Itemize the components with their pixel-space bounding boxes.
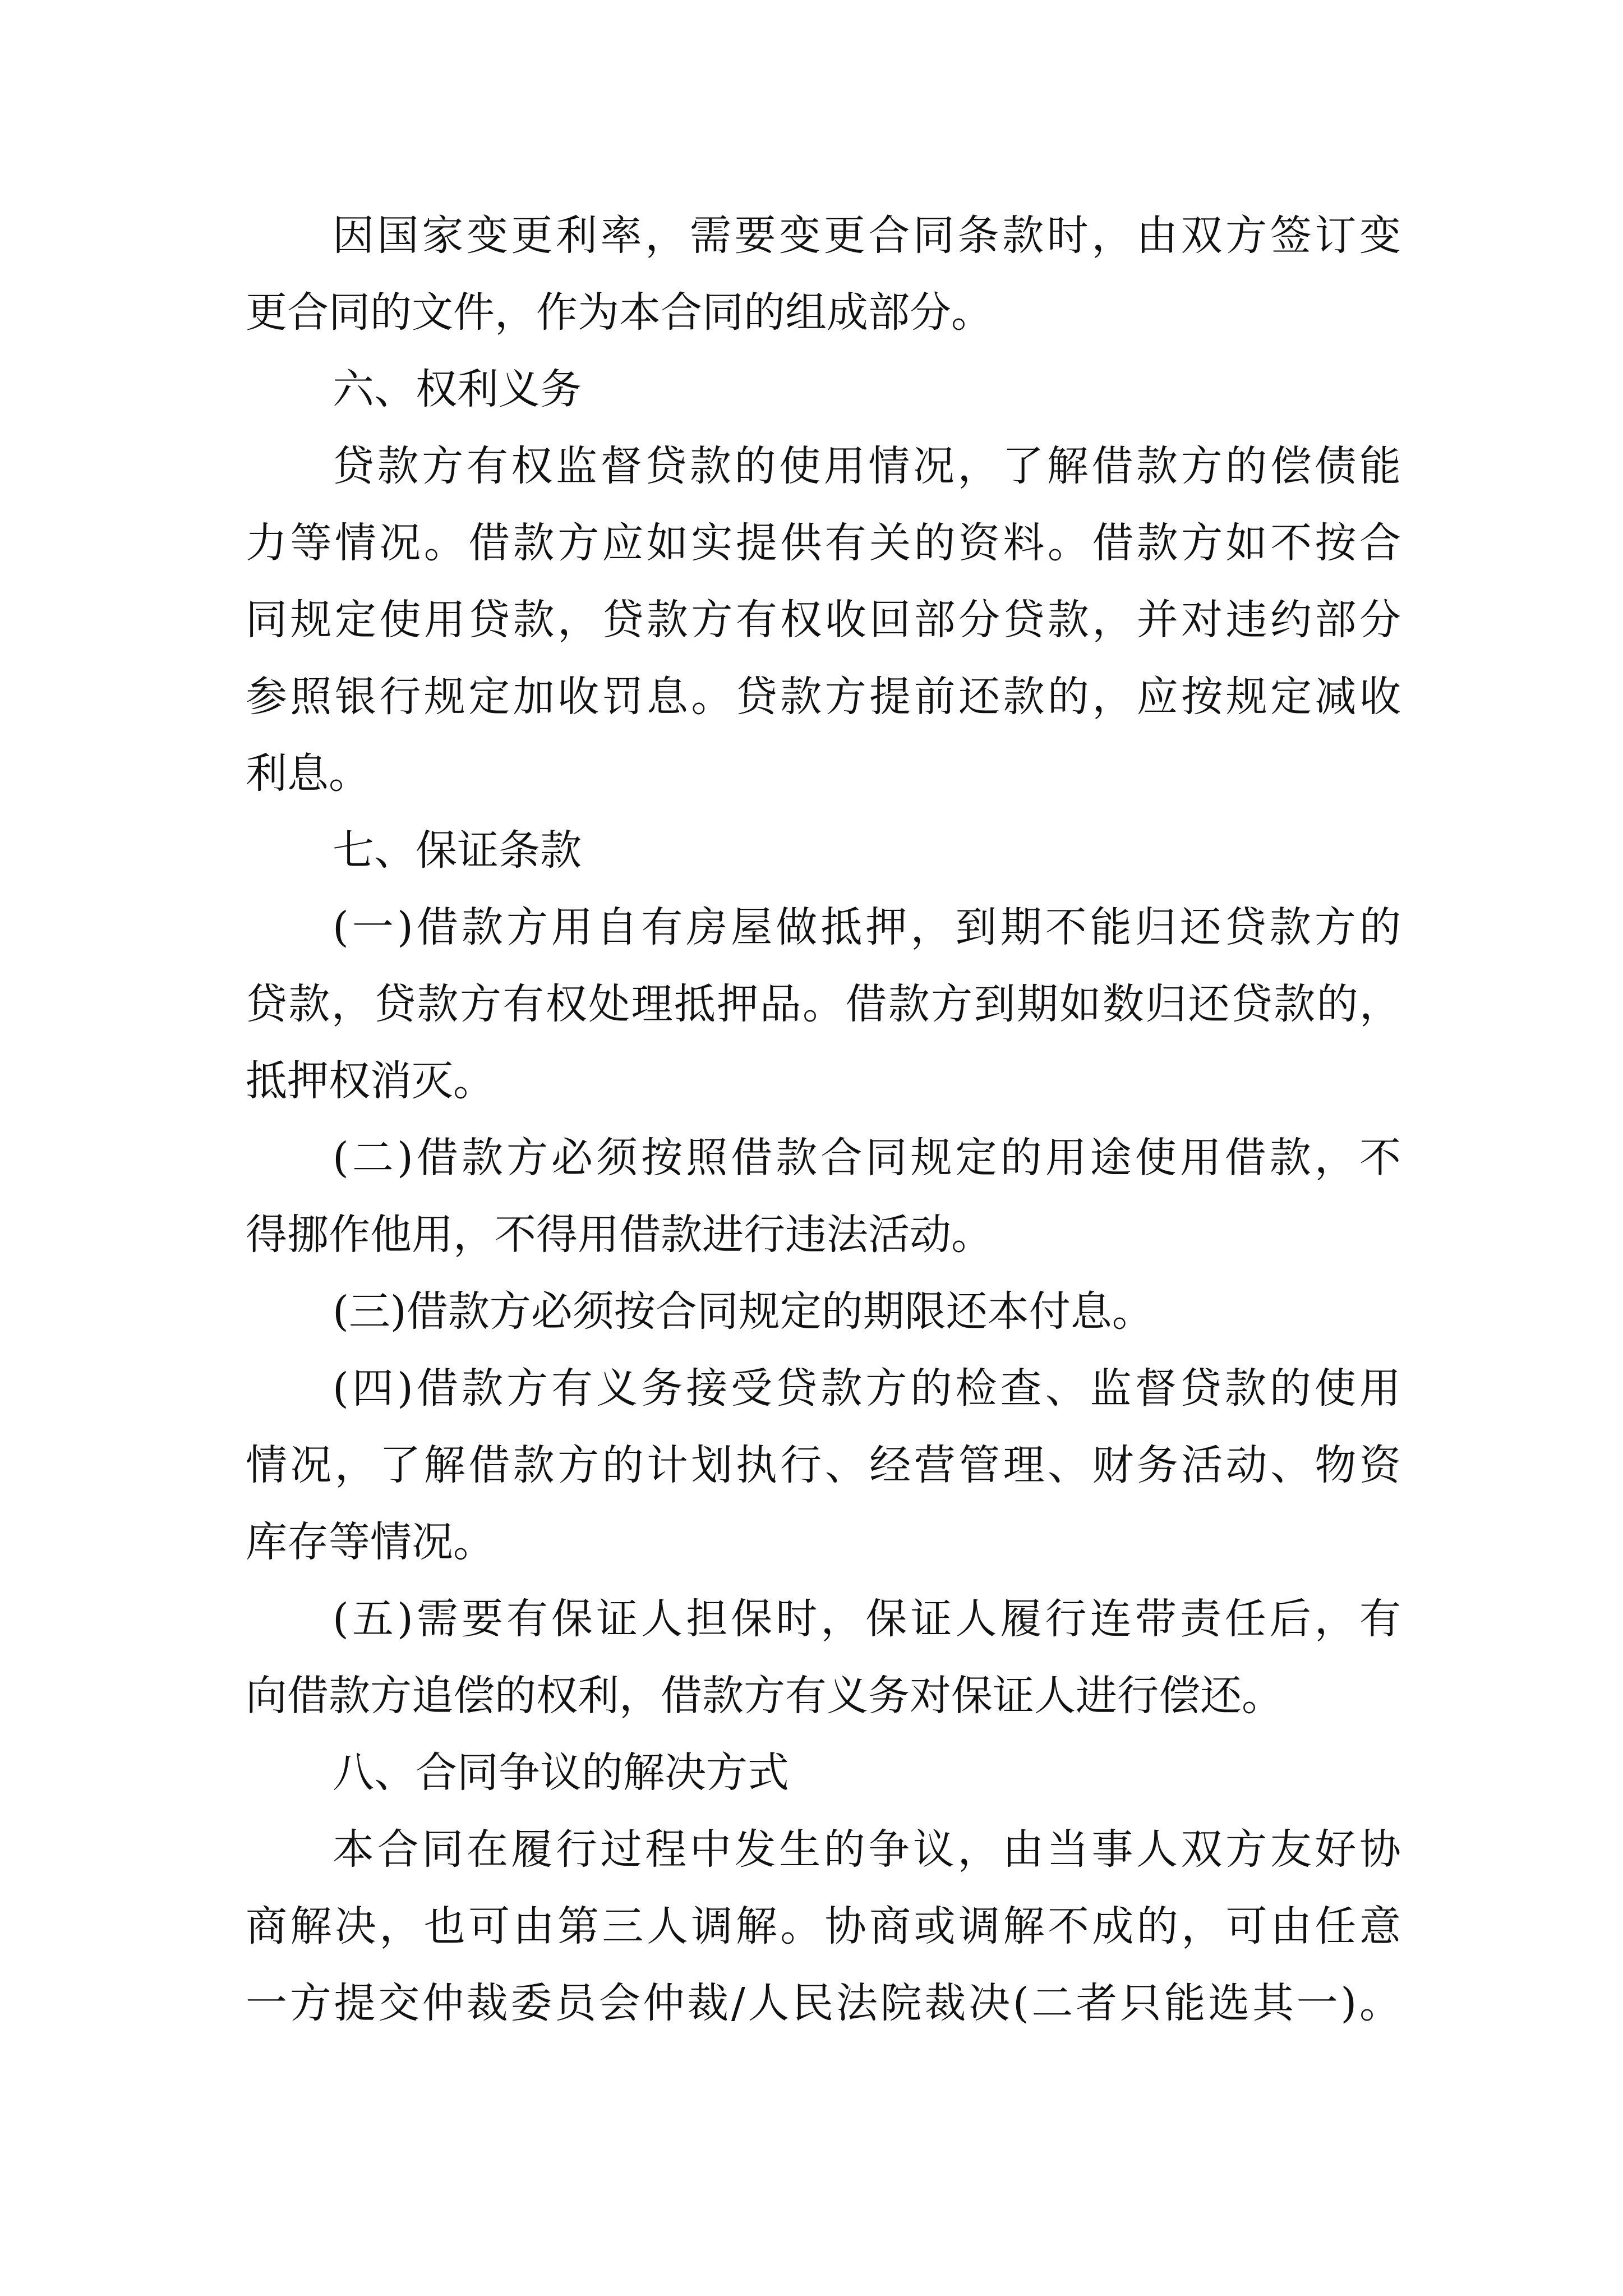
text-line: 库存等情况。: [246, 1518, 495, 1566]
text-line: (二)借款方必须按照借款合同规定的用途使用借款，不: [333, 1134, 1401, 1182]
text-line: 抵押权消灭。: [246, 1057, 495, 1105]
section-heading: 八、合同争议的解决方式: [333, 1749, 789, 1797]
section-heading: 六、权利义务: [333, 365, 582, 413]
text-line: 利息。: [246, 749, 370, 798]
text-line: 向借款方追偿的权利，借款方有义务对保证人进行偿还。: [246, 1672, 1283, 1720]
text-line: 情况，了解借款方的计划执行、经营管理、财务活动、物资: [246, 1441, 1401, 1489]
text-line: 力等情况。借款方应如实提供有关的资料。借款方如不按合: [246, 519, 1401, 567]
text-line: (三)借款方必须按合同规定的期限还本付息。: [333, 1287, 1154, 1336]
text-line: 参照银行规定加收罚息。贷款方提前还款的，应按规定减收: [246, 673, 1401, 721]
text-line: 得挪作他用，不得用借款进行违法活动。: [246, 1211, 993, 1259]
section-heading: 七、保证条款: [333, 826, 582, 875]
text-line: 贷款方有权监督贷款的使用情况，了解借款方的偿债能: [333, 442, 1401, 490]
text-line: (五)需要有保证人担保时，保证人履行连带责任后，有: [333, 1595, 1401, 1643]
text-line: 一方提交仲裁委员会仲裁/人民法院裁决(二者只能选其一)。: [246, 1979, 1401, 2027]
text-line: (一)借款方用自有房屋做抵押，到期不能归还贷款方的: [333, 903, 1401, 951]
text-line: (四)借款方有义务接受贷款方的检查、监督贷款的使用: [333, 1364, 1401, 1412]
text-line: 同规定使用贷款，贷款方有权收回部分贷款，并对违约部分: [246, 596, 1401, 644]
text-line: 商解决，也可由第三人调解。协商或调解不成的，可由任意: [246, 1902, 1401, 1950]
text-line: 本合同在履行过程中发生的争议，由当事人双方友好协: [333, 1825, 1401, 1874]
text-line: 更合同的文件，作为本合同的组成部分。: [246, 288, 993, 337]
text-line: 因国家变更利率，需要变更合同条款时，由双方签订变: [333, 211, 1401, 260]
text-line: 贷款，贷款方有权处理抵押品。借款方到期如数归还贷款的，: [246, 980, 1401, 1028]
